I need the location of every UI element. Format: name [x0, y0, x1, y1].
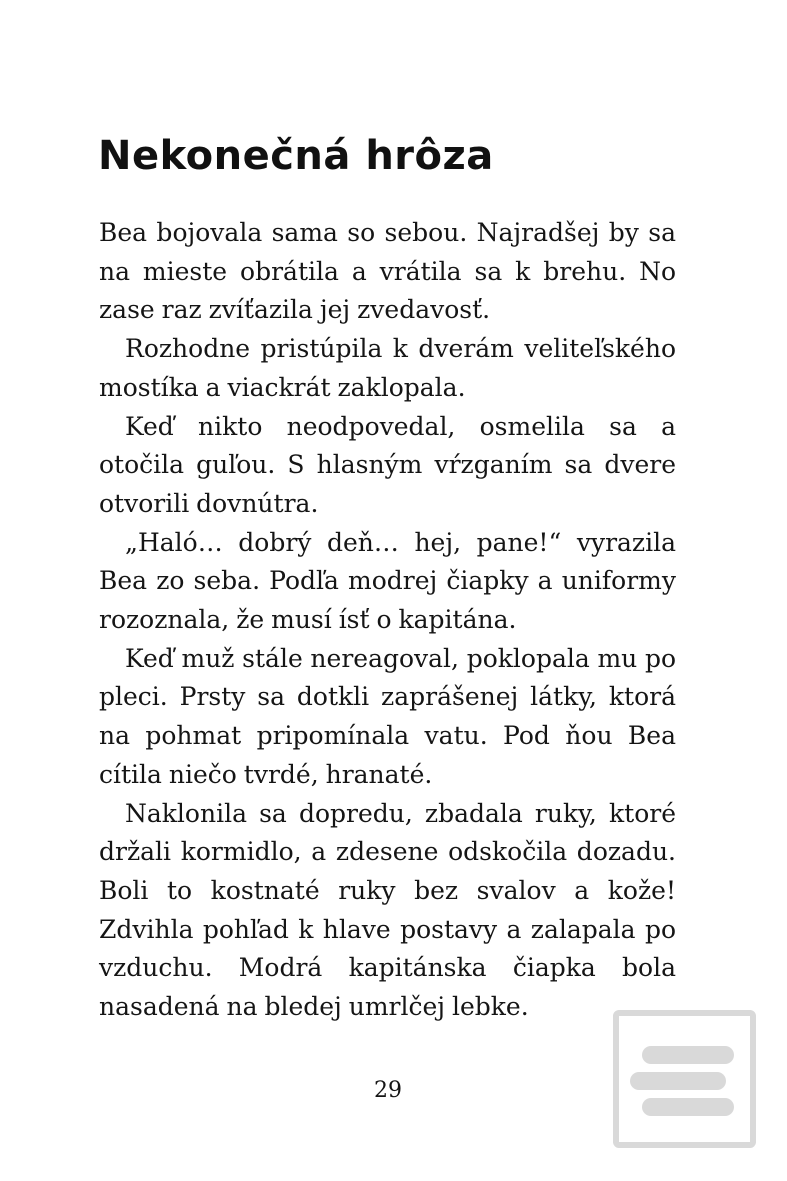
stacked-books-icon [613, 1010, 756, 1148]
paragraph: „Haló… dobrý deň… hej, pane!“ vyrazila Bea zo seba. Podľa modrej čiapky a uniformy rozoznala, že musí ísť o kapitána. [99, 527, 676, 635]
chapter-title: Nekonečná hrôza [98, 133, 494, 179]
paragraph: Rozhodne pristúpila k dverám veliteľského mostíka a viackrát zaklopala. [99, 334, 676, 402]
paragraph: Bea bojovala sama so sebou. Najradšej by sa na mieste obrátila a vrátila sa k brehu. No zase raz zvíťazila jej zvedavosť. [99, 218, 676, 325]
paragraph: Keď nikto neodpovedal, osmelila sa a otočila guľou. S hlasným vŕzganím sa dvere otvorili dovnútra. [99, 411, 676, 518]
paragraph: Keď muž stále nereagoval, poklopala mu po pleci. Prsty sa dotkli zaprášenej látky, ktorá na pohmat pripomínala vatu. Pod ňou Bea cítila niečo tvrdé, hranaté. [99, 643, 676, 789]
page-number: 29 [374, 1078, 402, 1103]
chapter-body [99, 214, 676, 1027]
paragraph: Naklonila sa dopredu, zbadala ruky, ktoré držali kormidlo, a zdesene odskočila dozadu. Boli to kostnaté ruky bez svalov a kože! Zdvihla pohľad k hlave postavy a zalapala po vzduchu. Modrá kapitánska čiapka bola nasadená na bledej umrlčej lebke. [99, 798, 676, 1022]
